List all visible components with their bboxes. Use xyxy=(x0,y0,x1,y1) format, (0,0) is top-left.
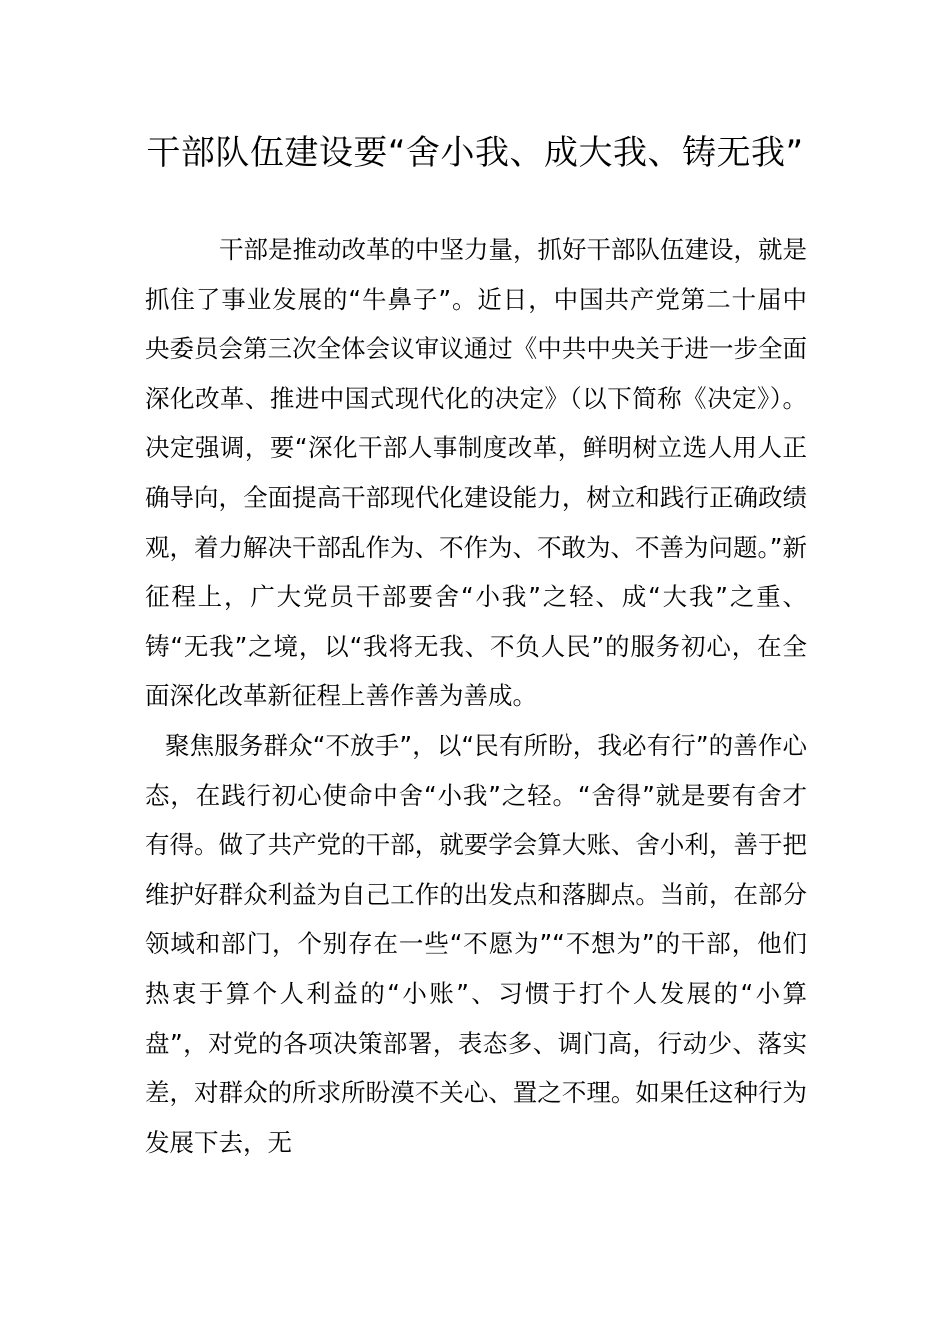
paragraph-serve-masses: 聚焦服务群众“不放手”，以“民有所盼，我必有行”的善作心态，在践行初心使命中舍“小我”之轻。“舍得”就是要有舍才有得。做了共产党的干部，就要学会算大账、舍小利，善于把维护好群众利益为自己工作的出发点和落脚点。当前，在部分领域和部门，个别存在一些“不愿为”“不想为”的干部，他们热衷于算个人利益的“小账”、习惯于打个人发展的“小算盘”，对党的各项决策部署，表态多、调门高，行动少、落实差，对群众的所求所盼漠不关心、置之不理。如果任这种行为发展下去，无 xyxy=(145,730,807,1157)
document-body xyxy=(145,225,807,1167)
document-title: 干部队伍建设要“舍小我、成大我、铸无我” xyxy=(146,133,804,173)
paragraph-intro: 干部是推动改革的中坚力量，抓好干部队伍建设，就是抓住了事业发展的“牛鼻子”。近日，中国共产党第二十届中央委员会第三次全体会议审议通过《中共中央关于进一步全面深化改革、推进中国式现代化的决定》（以下简称《决定》）。决定强调，要“深化干部人事制度改革，鲜明树立选人用人正确导向，全面提高干部现代化建设能力，树立和践行正确政绩观，着力解决干部乱作为、不作为、不敢为、不善为问题。”新征程上，广大党员干部要舍“小我”之轻、成“大我”之重、铸“无我”之境，以“我将无我、不负人民”的服务初心，在全面深化改革新征程上善作善为善成。 xyxy=(145,235,807,711)
